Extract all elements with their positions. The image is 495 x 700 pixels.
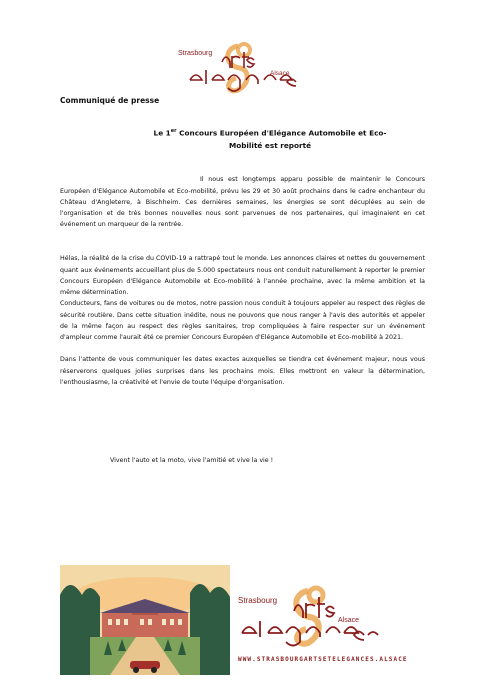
chateau-scene-icon bbox=[60, 565, 230, 675]
logo-region-label: Alsace bbox=[270, 70, 290, 77]
document-header: Communiqué de presse bbox=[60, 96, 160, 105]
website-url: WWW.STRASBOURGARTSETELEGANCES.ALSACE bbox=[238, 656, 408, 663]
logo-city-label: Strasbourg bbox=[178, 50, 213, 57]
document-title bbox=[120, 125, 420, 152]
arts-elegances-logo-icon bbox=[238, 585, 398, 650]
logo-city-label: Strasbourg bbox=[238, 596, 278, 605]
brand-logo-top bbox=[166, 38, 326, 96]
paragraph-closing: Vivent l'auto et la moto, vive l'amitié et vive la vie ! bbox=[110, 457, 274, 465]
chateau-illustration bbox=[60, 565, 230, 675]
paragraph-3b: Conducteurs, fans de voitures ou de motos, notre passion nous conduit à toujours appeler au respect des règles de sécurité routière. Dans cette situation inédite, nous ne pouvons que nous ranger à l'avis des autorités et appeler de la même façon au respect des règles sanitaires, trop compliquées à faire respecter sur un événement d'ampleur comme l'aurait été ce premier Concours Européen d'Elégance Automobile et Eco-mobilité à 2021. bbox=[60, 300, 425, 342]
title-line-2: Mobilité est reporté bbox=[228, 141, 312, 151]
title-part: Le 1 bbox=[153, 128, 171, 138]
brand-logo-bottom bbox=[238, 585, 398, 650]
arts-elegances-logo-icon bbox=[166, 38, 326, 96]
paragraph-1: Il nous est longtemps apparu possible de maintenir le Concours Européen d'Elégance Automobile et Eco-mobilité, prévu les 29 et 30 août prochains dans le cadre enchanteur du Château d'Angleterre, à Bischheim. Ces dernières semaines, les énergies se sont décuplées au sein de l'organisation et de très bonnes nouvelles nous sont parvenues de nos partenaires, qui imaginaient en cet événement un marqueur de la rentrée. bbox=[60, 176, 425, 229]
title-superscript: er bbox=[170, 128, 177, 134]
title-part: Concours Européen d'Elégance Automobile et Eco- bbox=[176, 128, 387, 138]
paragraph-3: Dans l'attente de vous communiquer les dates exactes auxquelles se tiendra cet événement majeur, nous vous réserverons quelques jolies surprises dans les prochains mois. Elles mettront en valeur la détermination, l'enthousiasme, la créativité et l'envie de toute l'équipe d'organisation. bbox=[60, 356, 425, 386]
paragraph-2: Hélas, la réalité de la crise du COVID-19 a rattrapé tout le monde. Les annonces claires et nettes du gouvernement quant aux événements accueillant plus de 5.000 spectateurs nous ont conduit naturellement à reporter le premier Concours Européen d'Elégance Automobile et Eco-mobilité à l'année prochaine, avec la même ambition et la même détermination. bbox=[60, 255, 425, 297]
logo-region-label: Alsace bbox=[338, 617, 360, 624]
